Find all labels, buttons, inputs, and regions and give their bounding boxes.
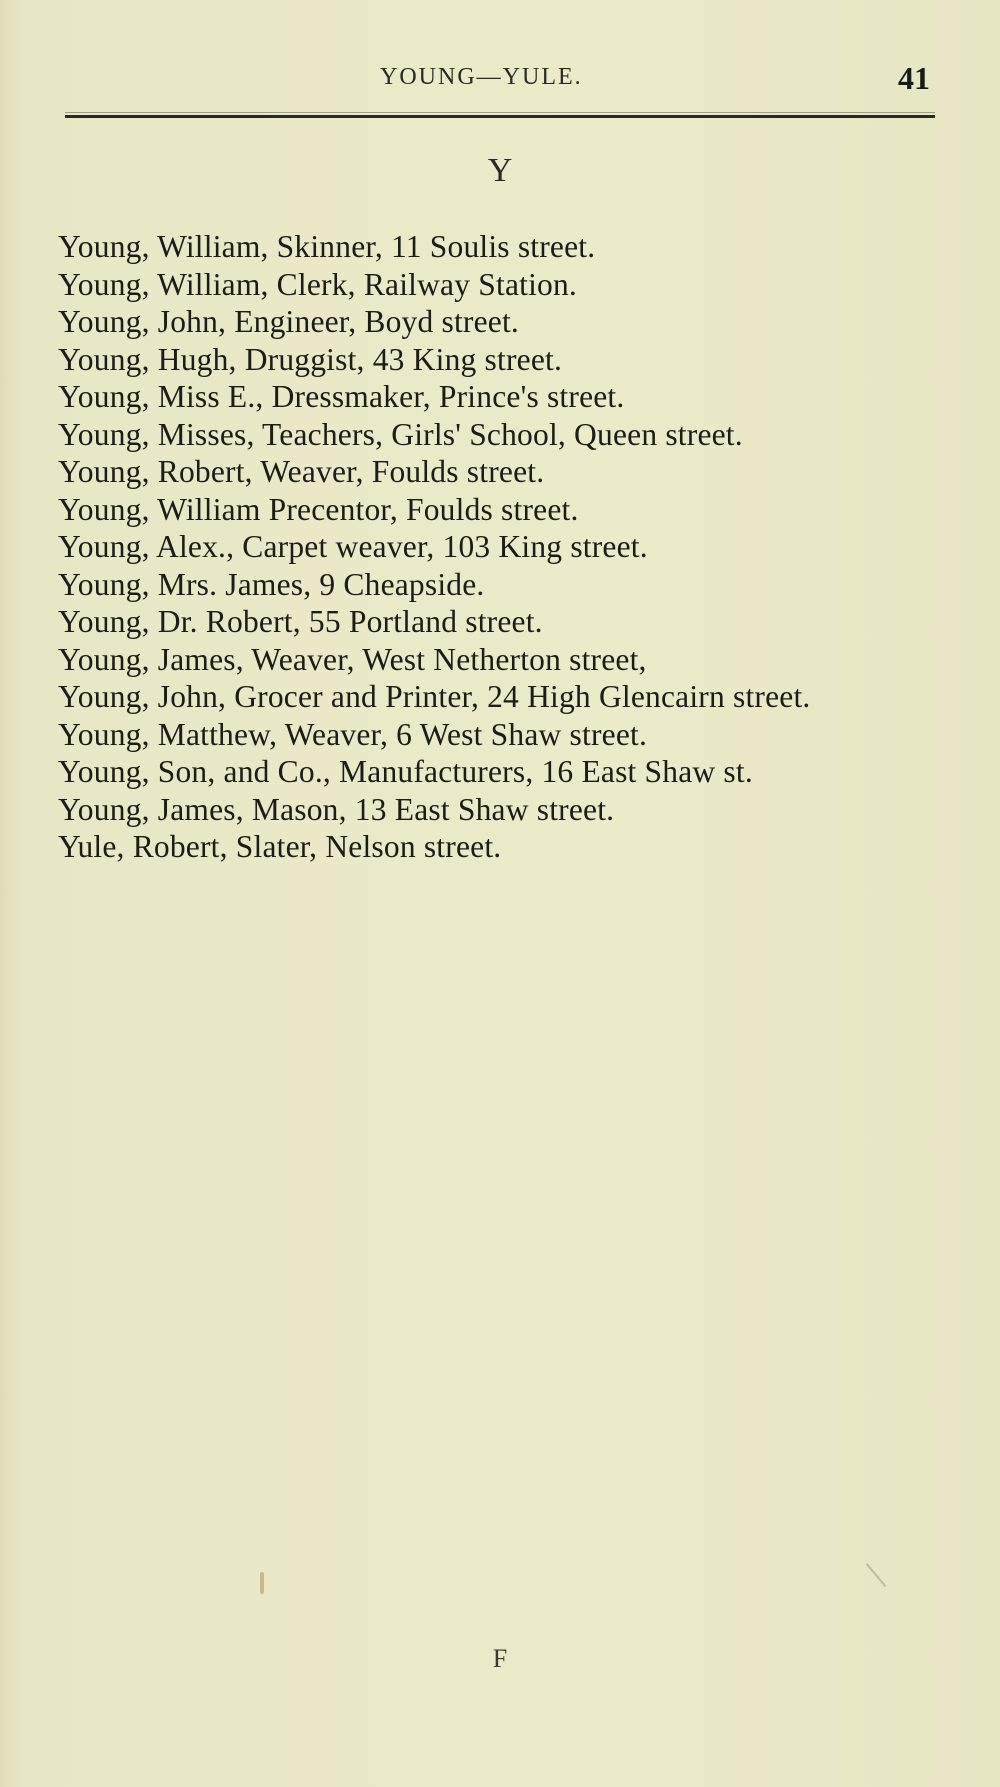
paper-blemish [866, 1563, 887, 1587]
directory-entry: Young, John, Grocer and Printer, 24 High Glencairn street. [58, 679, 811, 714]
directory-entry: Young, James, Mason, 13 East Shaw street. [58, 791, 615, 827]
directory-entry: Young, Miss E., Dressmaker, Prince's street. [58, 379, 625, 414]
signature-mark: F [492, 1644, 508, 1673]
paper-blemish [260, 1572, 264, 1594]
section-letter: Y [487, 152, 513, 189]
directory-entry: Young, William, Skinner, 11 Soulis street. [58, 229, 596, 264]
running-head-title: YOUNG—YULE. [380, 64, 583, 90]
directory-entries [58, 228, 958, 866]
directory-entry: Young, Robert, Weaver, Foulds street. [58, 454, 545, 489]
directory-entry: Young, Mrs. James, 9 Cheapside. [58, 566, 485, 602]
directory-entry: Young, Hugh, Druggist, 43 King street. [58, 341, 563, 377]
directory-entry: Young, William, Clerk, Railway Station. [58, 266, 577, 302]
running-head [0, 62, 1000, 102]
directory-entry: Young, Misses, Teachers, Girls' School, Queen street. [58, 416, 743, 452]
header-rule [65, 115, 935, 118]
directory-entry: Young, Son, and Co., Manufacturers, 16 East Shaw st. [58, 754, 753, 789]
header-rule-thin [65, 112, 935, 113]
directory-entry: Young, William Precentor, Foulds street. [58, 491, 579, 527]
directory-entry: Yule, Robert, Slater, Nelson street. [58, 829, 502, 864]
directory-entry: Young, John, Engineer, Boyd street. [58, 304, 520, 339]
directory-entry: Young, Dr. Robert, 55 Portland street. [58, 604, 543, 639]
directory-entry: Young, Matthew, Weaver, 6 West Shaw street. [58, 716, 648, 752]
page-number: 41 [898, 60, 930, 96]
directory-entry: Young, Alex., Carpet weaver, 103 King street. [58, 529, 648, 564]
directory-entry: Young, James, Weaver, West Netherton street, [58, 641, 647, 677]
